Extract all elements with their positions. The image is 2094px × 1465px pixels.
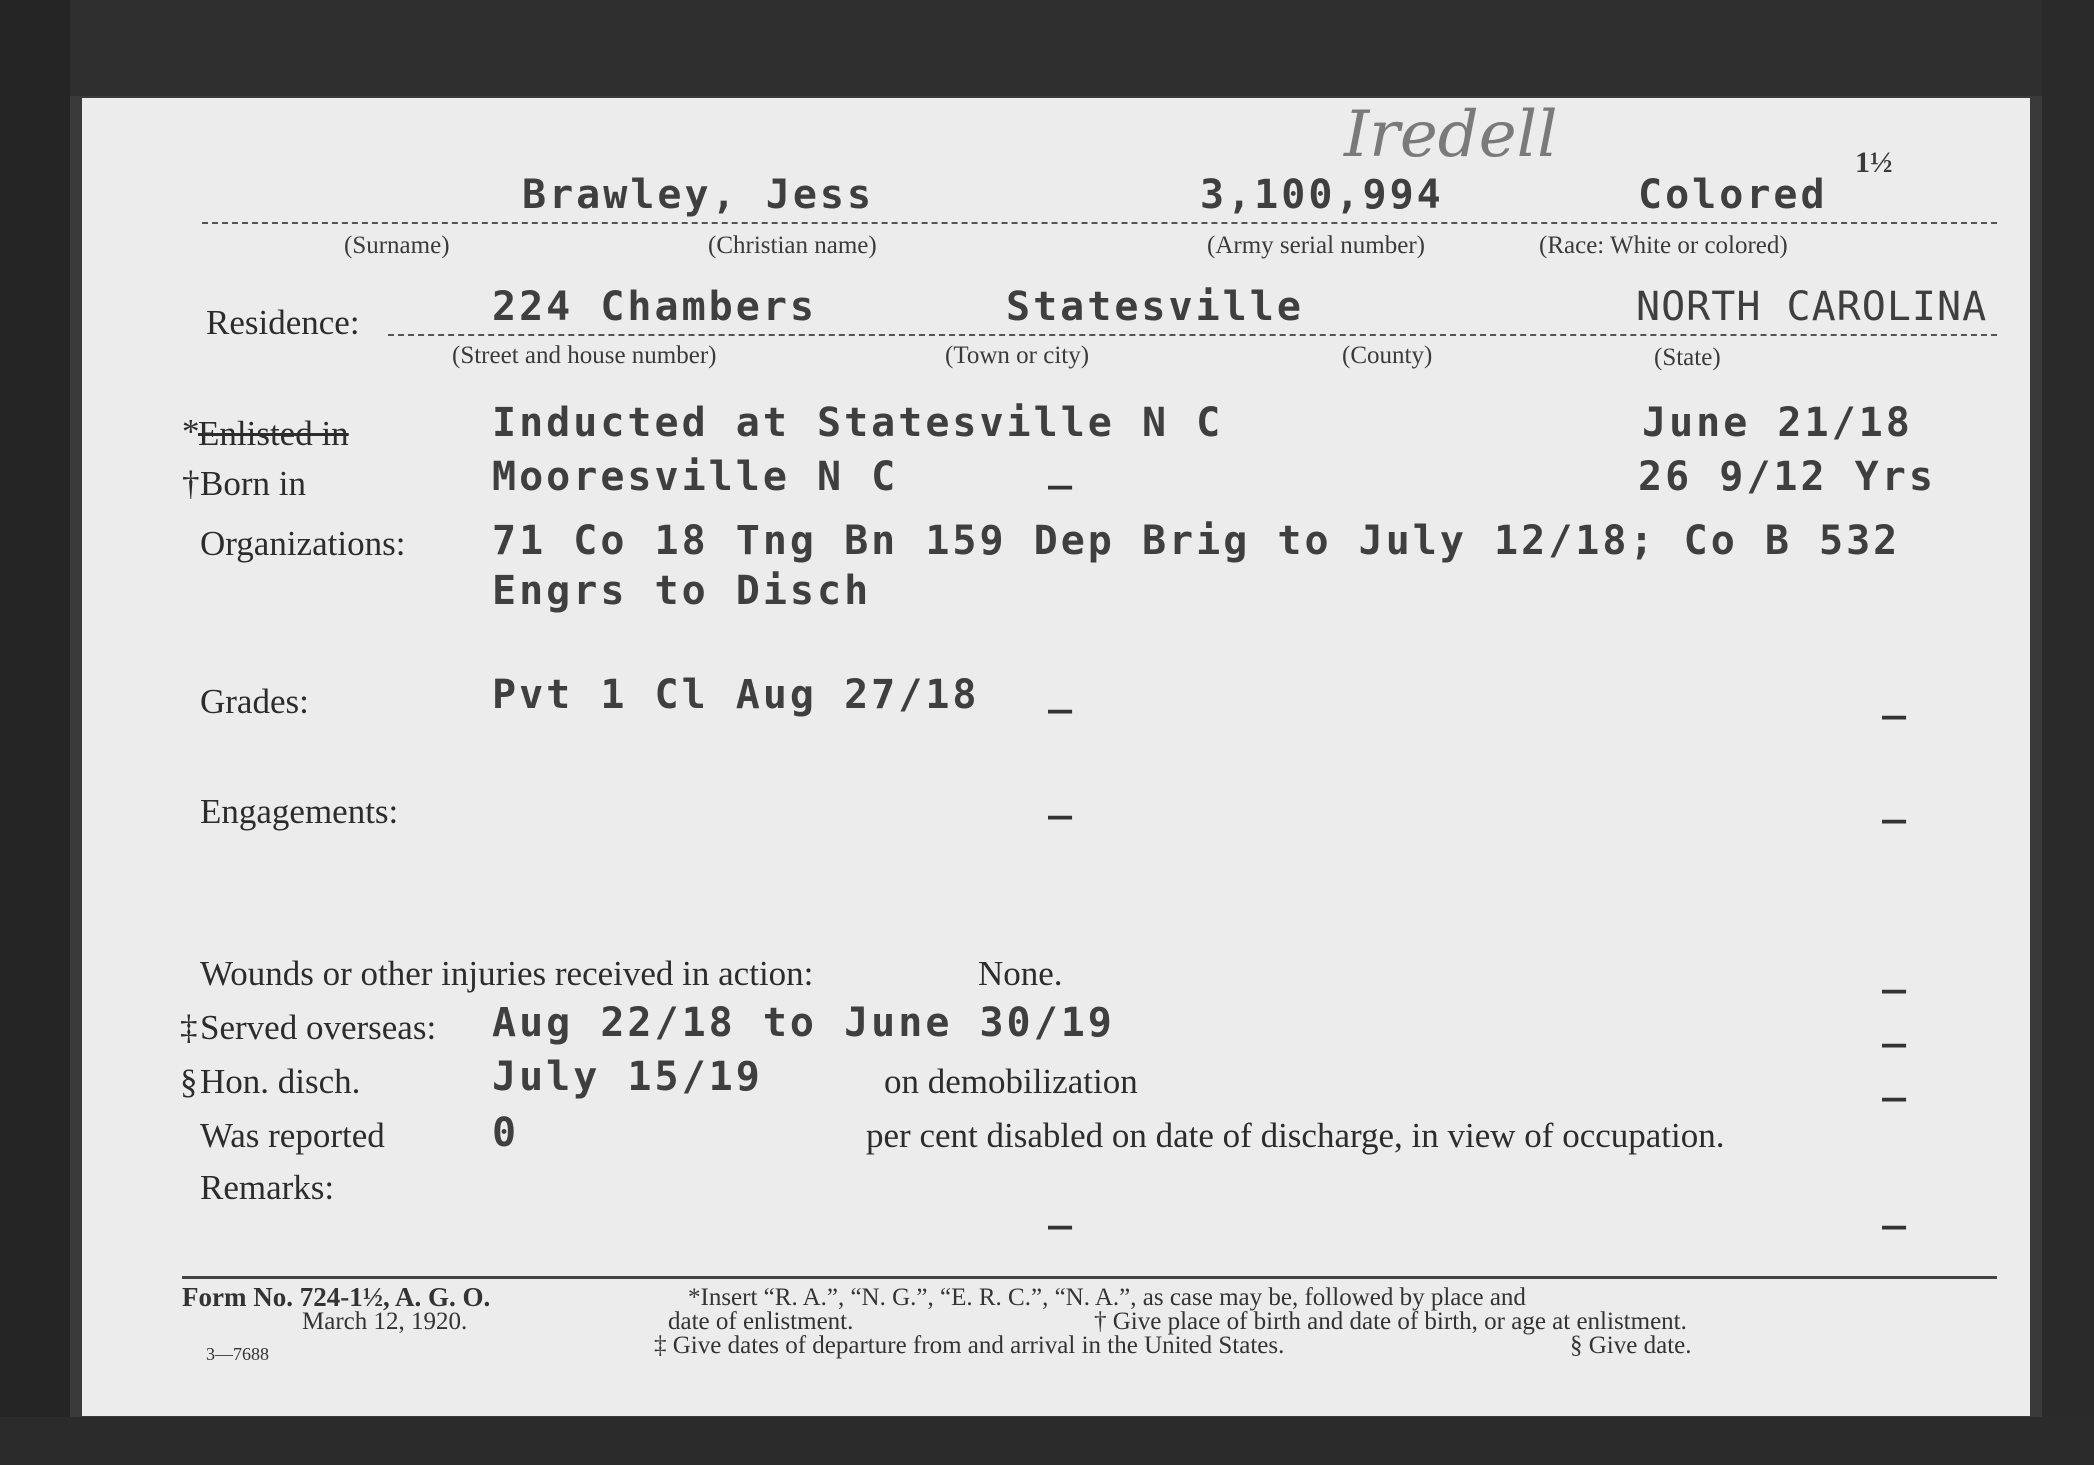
remarks-blank-mark-2: _: [1882, 1184, 1907, 1230]
reported-note: per cent disabled on date of discharge, in view of occupation.: [866, 1116, 1725, 1155]
header-dashed-line: [202, 222, 1997, 224]
discharge-date: July 15/19: [492, 1054, 763, 1100]
town-caption: (Town or city): [945, 342, 1090, 369]
residence-dashed-line: [388, 334, 1997, 336]
engagements-blank-mark-1: _: [1048, 774, 1073, 820]
wounds-blank-mark: _: [1882, 948, 1907, 994]
age-at-enlistment: 26 9/12 Yrs: [1638, 454, 1936, 500]
born-blank-mark: _: [1048, 444, 1073, 490]
overseas-double-dagger: ‡: [180, 1008, 198, 1047]
street-caption: (Street and house number): [452, 342, 717, 369]
state-caption: (State): [1654, 344, 1721, 371]
footnote-birth: † Give place of birth and date of birth, or age at enlistment.: [1094, 1308, 1687, 1335]
organizations-label: Organizations:: [200, 524, 406, 563]
scanner-background-bottom: [0, 1417, 2094, 1465]
form-number: Form No. 724-1½, A. G. O.: [182, 1282, 491, 1312]
card-number: 1½: [1855, 146, 1893, 179]
grades-label: Grades:: [200, 682, 309, 721]
reported-label: Was reported: [200, 1116, 385, 1155]
organizations-line-1: 71 Co 18 Tng Bn 159 Dep Brig to July 12/18; Co B 532: [492, 518, 1901, 564]
footer-rule: [182, 1276, 1997, 1279]
discharge-label: Hon. disch.: [200, 1062, 361, 1101]
overseas-blank-mark: _: [1882, 1002, 1907, 1048]
grades-value: Pvt 1 Cl Aug 27/18: [492, 672, 980, 718]
grades-blank-mark-1: _: [1048, 668, 1073, 714]
overseas-label: Served overseas:: [200, 1008, 437, 1047]
engagements-label: Engagements:: [200, 792, 399, 831]
surname-caption: (Surname): [344, 232, 450, 259]
born-label: Born in: [200, 464, 306, 503]
footnote-departure: ‡ Give dates of departure from and arrival in the United States.: [654, 1332, 1285, 1359]
enlisted-label: Enlisted in: [198, 414, 349, 453]
scanner-background-top: [0, 0, 2094, 96]
scanner-background-left: [0, 0, 70, 1465]
scanner-background-right: [2042, 0, 2094, 1465]
discharge-section-mark: §: [180, 1062, 198, 1101]
grades-blank-mark-2: _: [1882, 674, 1907, 720]
enlisted-star: *: [182, 412, 200, 451]
footnote-insert: *Insert “R. A.”, “N. G.”, “E. R. C.”, “N. A.”, as case may be, followed by place and: [688, 1284, 1526, 1311]
handwritten-county-signature: Iredell: [1344, 98, 1558, 172]
discharge-note: on demobilization: [884, 1062, 1138, 1101]
serial-caption: (Army serial number): [1207, 232, 1425, 259]
wounds-label: Wounds or other injuries received in action:: [200, 954, 814, 993]
surname-christian-name: Brawley, Jess: [522, 172, 875, 218]
footnote-enlistment: date of enlistment.: [668, 1308, 854, 1335]
enlisted-value: Inducted at Statesville N C: [492, 400, 1224, 446]
born-dagger: †: [182, 464, 200, 503]
form-date: March 12, 1920.: [302, 1308, 468, 1335]
enlisted-date: June 21/18: [1642, 400, 1913, 446]
residence-street: 224 Chambers: [492, 284, 817, 330]
christian-name-caption: (Christian name): [708, 232, 877, 259]
footnote-give-date: § Give date.: [1570, 1332, 1692, 1359]
residence-label: Residence:: [206, 303, 360, 342]
service-record-card: [82, 98, 2030, 1416]
wounds-value: None.: [978, 954, 1063, 993]
organizations-line-2: Engrs to Disch: [492, 568, 872, 614]
remarks-blank-mark-1: _: [1048, 1184, 1073, 1230]
race-value: Colored: [1638, 172, 1828, 218]
county-caption: (County): [1342, 342, 1433, 369]
discharge-blank-mark: _: [1882, 1056, 1907, 1102]
residence-town: Statesville: [1006, 284, 1304, 330]
engagements-blank-mark-2: _: [1882, 778, 1907, 824]
reported-value: 0: [492, 1110, 520, 1156]
remarks-label: Remarks:: [200, 1168, 335, 1207]
born-value: Mooresville N C: [492, 454, 899, 500]
residence-state: NORTH CAROLINA: [1636, 284, 1988, 330]
race-caption: (Race: White or colored): [1539, 232, 1788, 259]
form-code: 3—7688: [206, 1344, 269, 1364]
army-serial-number: 3,100,994: [1200, 172, 1444, 218]
overseas-value: Aug 22/18 to June 30/19: [492, 1000, 1115, 1046]
